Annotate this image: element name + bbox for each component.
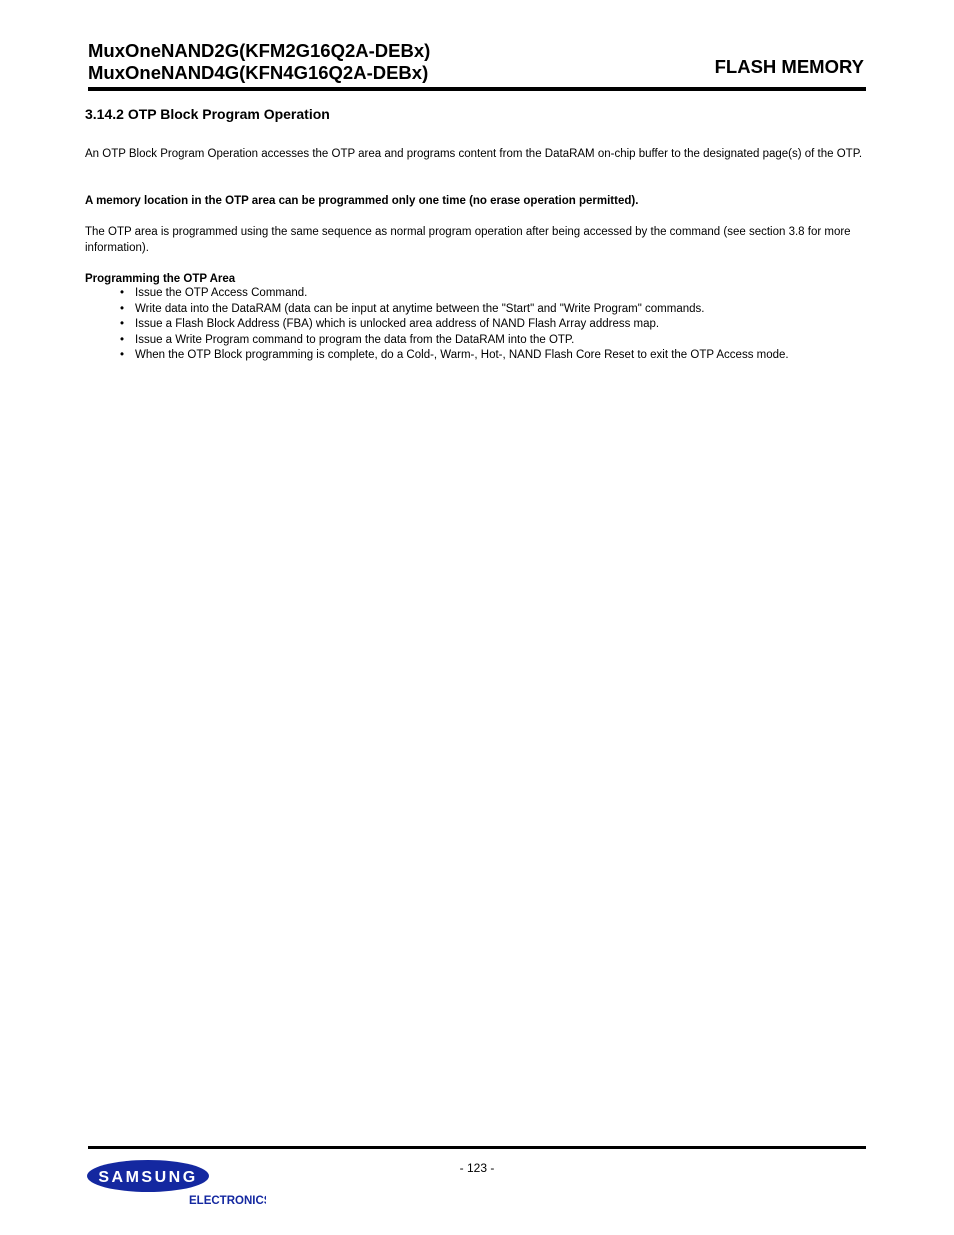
document-title — [88, 40, 430, 84]
logo-sub-text: ELECTRONICS — [189, 1195, 266, 1207]
warning-paragraph: A memory location in the OTP area can be programmed only one time (no erase operation permitted). — [85, 195, 639, 207]
title-line-1: MuxOneNAND2G(KFM2G16Q2A-DEBx) — [88, 40, 431, 61]
list-item: • Issue a Write Program command to program the data from the DataRAM into the OTP. — [135, 333, 920, 349]
list-item: • When the OTP Block programming is complete, do a Cold-, Warm-, Hot-, NAND Flash Core Reset to exit the OTP Access mode. — [135, 348, 920, 364]
sequence-paragraph: The OTP area is programmed using the same sequence as normal program operation after being accessed by the command (see section 3.8 for more information). — [85, 226, 851, 254]
footer-divider — [88, 1146, 866, 1149]
procedure-subheading: Programming the OTP Area — [85, 273, 236, 285]
list-item: • Issue a Flash Block Address (FBA) which is unlocked area address of NAND Flash Array address map. — [135, 317, 920, 333]
page-number: - 123 - — [459, 1161, 495, 1175]
logo-brand-text: SAMSUNG — [98, 1169, 198, 1186]
section-heading: 3.14.2 OTP Block Program Operation — [85, 106, 330, 122]
document-category: FLASH MEMORY — [714, 56, 864, 77]
list-item: • Write data into the DataRAM (data can be input at anytime between the "Start" and "Write Program" commands. — [135, 302, 920, 318]
intro-paragraph: An OTP Block Program Operation accesses the OTP area and programs content from the DataRAM on-chip buffer to the designated page(s) of the OTP. — [85, 148, 863, 160]
list-item: • Issue the OTP Access Command. — [135, 286, 920, 302]
procedure-list — [85, 286, 920, 364]
header-divider — [88, 87, 866, 91]
title-line-2: MuxOneNAND4G(KFN4G16Q2A-DEBx) — [88, 62, 429, 83]
